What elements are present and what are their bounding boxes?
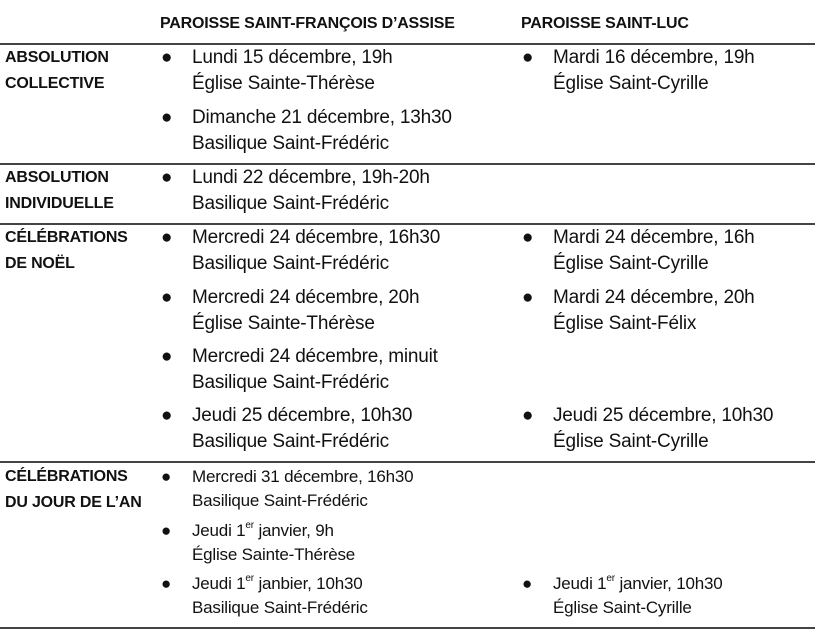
event-item: ● Mercredi 24 décembre, 16h30 Basilique Saint-Frédéric: [161, 227, 441, 274]
bullet-icon: ●: [522, 574, 533, 593]
divider: [0, 627, 815, 629]
bullet-icon: ●: [522, 47, 534, 68]
event-item: ● Mercredi 24 décembre, 20h Église Sainte-Thérèse: [161, 287, 420, 334]
bullet-icon: ●: [161, 405, 173, 426]
event-item: ● Jeudi 1er janvier, 9h Église Sainte-Thérèse: [161, 520, 356, 564]
bullet-icon: ●: [161, 287, 173, 308]
event-item: ● Jeudi 25 décembre, 10h30 Basilique Saint-Frédéric: [161, 405, 413, 452]
bullet-icon: ●: [161, 467, 172, 486]
bullet-icon: ●: [161, 107, 173, 128]
event-item: ● Jeudi 1er janvier, 10h30 Église Saint-Cyrille: [522, 573, 723, 617]
bullet-icon: ●: [161, 47, 173, 68]
divider: [0, 461, 815, 463]
bullet-icon: ●: [161, 521, 172, 540]
event-item: ● Lundi 15 décembre, 19h Église Sainte-Thérèse: [161, 47, 393, 94]
column-header-saint-luc: PAROISSE SAINT-LUC: [521, 15, 689, 32]
bullet-icon: ●: [161, 574, 172, 593]
row-label-absolution-collective: ABSOLUTION COLLECTIVE: [5, 49, 109, 92]
event-item: ● Mercredi 24 décembre, minuit Basilique Saint-Frédéric: [161, 346, 438, 393]
event-item: ● Dimanche 21 décembre, 13h30 Basilique Saint-Frédéric: [161, 107, 452, 154]
event-item: ● Lundi 22 décembre, 19h-20h Basilique Saint-Frédéric: [161, 167, 430, 214]
bullet-icon: ●: [522, 287, 534, 308]
event-item: ● Mardi 24 décembre, 16h Église Saint-Cyrille: [522, 227, 755, 274]
event-item: ● Mardi 16 décembre, 19h Église Saint-Cyrille: [522, 47, 755, 94]
bullet-icon: ●: [161, 346, 173, 367]
column-header-saint-francois: PAROISSE SAINT-FRANÇOIS D’ASSISE: [160, 15, 455, 32]
event-item: ● Jeudi 1er janbier, 10h30 Basilique Saint-Frédéric: [161, 573, 368, 617]
event-item: ● Mardi 24 décembre, 20h Église Saint-Félix: [522, 287, 755, 334]
bullet-icon: ●: [161, 167, 173, 188]
bullet-icon: ●: [522, 227, 534, 248]
bullet-icon: ●: [522, 405, 534, 426]
row-label-absolution-individuelle: ABSOLUTION INDIVIDUELLE: [5, 169, 114, 212]
bullet-icon: ●: [161, 227, 173, 248]
row-label-celebrations-noel: CÉLÉBRATIONS DE NOËL: [5, 229, 128, 272]
row-label-celebrations-jour-de-l-an: CÉLÉBRATIONS DU JOUR DE L’AN: [5, 468, 142, 511]
event-item: ● Mercredi 31 décembre, 16h30 Basilique Saint-Frédéric: [161, 467, 414, 510]
event-item: ● Jeudi 25 décembre, 10h30 Église Saint-Cyrille: [522, 405, 774, 452]
